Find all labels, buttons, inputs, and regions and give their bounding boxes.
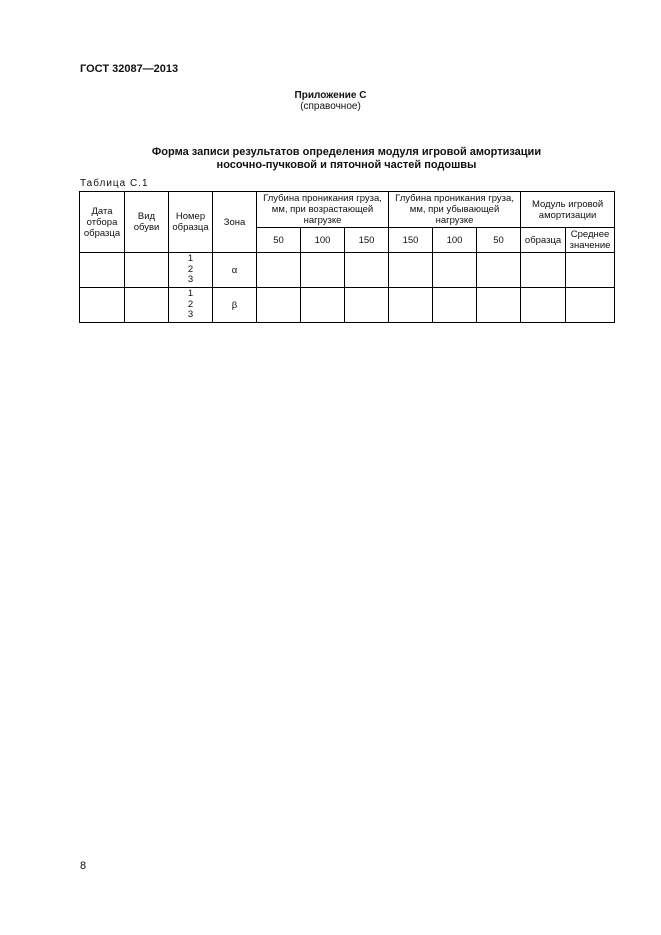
header-sample-number: Номер образца [169,192,213,253]
subheader-dec-1: 150 [389,228,433,253]
cell-empty [345,253,389,288]
table-label: Таблица С.1 [80,178,149,189]
subheader-inc-1: 50 [257,228,301,253]
subheader-modulus-sample: образца [521,228,566,253]
cell-empty [345,288,389,323]
header-zone: Зона [213,192,257,253]
cell-empty [566,288,615,323]
cell-empty [125,288,169,323]
sample-number: 2 [187,263,194,275]
header-depth-decreasing: Глубина проникания груза, мм, при убывающей нагрузке [389,192,521,228]
cell-empty [80,253,125,288]
results-table [79,191,615,323]
header-modulus: Модуль игровой амортизации [521,192,615,228]
sample-number: 2 [187,298,194,310]
cell-empty [389,253,433,288]
subheader-inc-3: 150 [345,228,389,253]
cell-empty [477,253,521,288]
subheader-inc-2: 100 [301,228,345,253]
form-title [80,146,613,171]
cell-empty [521,253,566,288]
cell-empty [257,253,301,288]
header-footwear-type: Вид обуви [125,192,169,253]
cell-empty [433,288,477,323]
sample-number: 1 [187,288,194,300]
cell-empty [566,253,615,288]
cell-empty [521,288,566,323]
table-row [80,288,615,323]
header-sample-date: Дата отбора образца [80,192,125,253]
subheader-modulus-mean: Среднее значение [566,228,615,253]
cell-empty [257,288,301,323]
cell-sample-numbers [169,288,213,323]
appendix-title: Приложение С [294,90,367,101]
sample-number: 3 [187,274,194,286]
cell-empty [389,288,433,323]
appendix-subtitle: (справочное) [300,101,361,112]
cell-empty [301,253,345,288]
sample-number: 1 [187,253,194,265]
cell-empty [301,288,345,323]
cell-empty [477,288,521,323]
header-depth-increasing: Глубина проникания груза, мм, при возрастающей нагрузке [257,192,389,228]
subheader-dec-3: 50 [477,228,521,253]
form-title-line-2: носочно-пучковой и пяточной частей подошвы [216,158,477,171]
cell-empty [433,253,477,288]
cell-sample-numbers [169,253,213,288]
cell-empty [80,288,125,323]
table-row [80,253,615,288]
document-code: ГОСТ 32087—2013 [80,63,179,75]
page-number: 8 [80,860,87,872]
cell-zone: α [213,253,257,288]
cell-empty [125,253,169,288]
sample-number: 3 [187,309,194,321]
cell-zone: β [213,288,257,323]
subheader-dec-2: 100 [433,228,477,253]
form-title-line-1: Форма записи результатов определения модуля игровой амортизации [151,146,542,158]
